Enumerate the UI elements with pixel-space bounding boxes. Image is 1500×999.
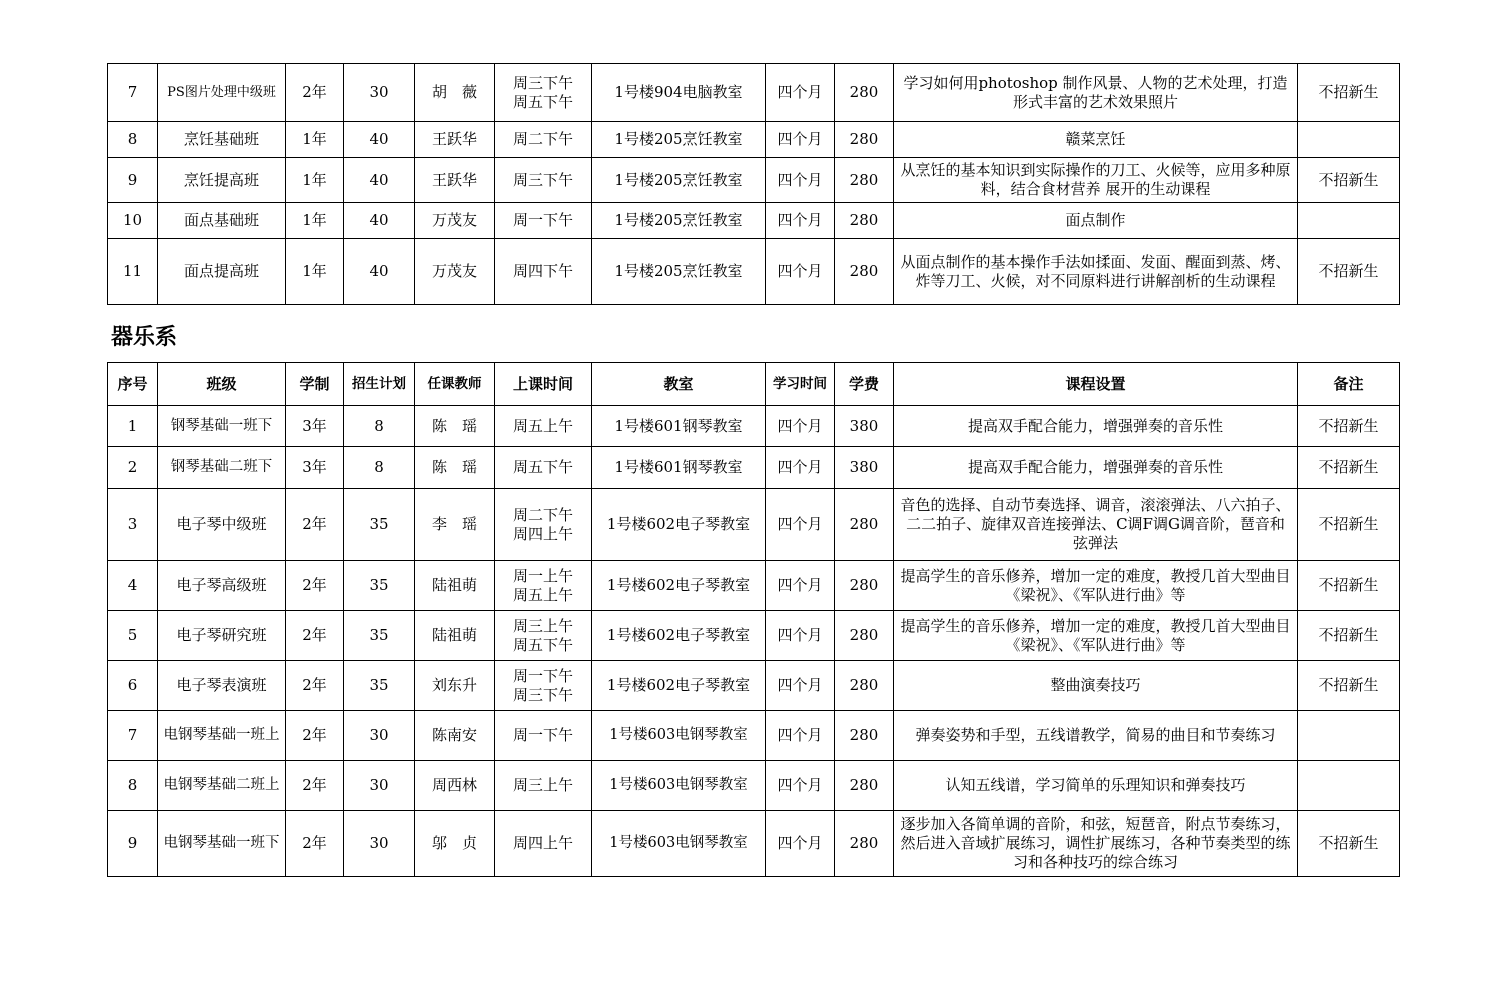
class-name: 电钢琴基础一班下 bbox=[158, 811, 286, 877]
remark: 不招新生 bbox=[1298, 661, 1400, 711]
classroom: 1号楼602电子琴教室 bbox=[592, 661, 766, 711]
enrollment-quota: 35 bbox=[344, 489, 415, 561]
teacher-name: 万茂友 bbox=[415, 203, 495, 239]
tuition-fee: 280 bbox=[835, 561, 894, 611]
class-time-line: 周三下午 bbox=[512, 685, 573, 704]
class-time bbox=[495, 406, 592, 447]
course-content: 提高学生的音乐修养，增加一定的难度，教授几首大型曲目《梁祝》、《军队进行曲》等 bbox=[894, 611, 1298, 661]
class-time bbox=[495, 447, 592, 489]
teacher-name: 陈 瑶 bbox=[415, 406, 495, 447]
program-length: 1年 bbox=[286, 239, 344, 305]
classroom: 1号楼603电钢琴教室 bbox=[592, 761, 766, 811]
table-row bbox=[108, 158, 1400, 203]
row-number: 6 bbox=[108, 661, 158, 711]
header-number: 序号 bbox=[108, 363, 158, 406]
study-duration: 四个月 bbox=[766, 761, 835, 811]
enrollment-quota: 8 bbox=[344, 447, 415, 489]
header-time: 上课时间 bbox=[495, 363, 592, 406]
enrollment-quota: 35 bbox=[344, 661, 415, 711]
row-number: 7 bbox=[108, 711, 158, 761]
header-room: 教室 bbox=[592, 363, 766, 406]
row-number: 8 bbox=[108, 122, 158, 158]
tuition-fee: 380 bbox=[835, 447, 894, 489]
row-number: 8 bbox=[108, 761, 158, 811]
enrollment-quota: 40 bbox=[344, 239, 415, 305]
teacher-name: 陆祖萌 bbox=[415, 611, 495, 661]
class-name: 面点提高班 bbox=[158, 239, 286, 305]
remark: 不招新生 bbox=[1298, 611, 1400, 661]
program-length: 1年 bbox=[286, 158, 344, 203]
remark: 不招新生 bbox=[1298, 406, 1400, 447]
class-name: 钢琴基础二班下 bbox=[158, 447, 286, 489]
enrollment-quota: 30 bbox=[344, 811, 415, 877]
class-name: 烹饪基础班 bbox=[158, 122, 286, 158]
table-row bbox=[108, 611, 1400, 661]
row-number: 1 bbox=[108, 406, 158, 447]
class-time-line: 周五下午 bbox=[512, 635, 573, 654]
header-note: 备注 bbox=[1298, 363, 1400, 406]
tuition-fee: 280 bbox=[835, 811, 894, 877]
section-title: 器乐系 bbox=[111, 325, 178, 350]
study-duration: 四个月 bbox=[766, 122, 835, 158]
class-time bbox=[495, 203, 592, 239]
continued-table-body bbox=[108, 64, 1400, 305]
tuition-fee: 280 bbox=[835, 158, 894, 203]
teacher-name: 李 瑶 bbox=[415, 489, 495, 561]
teacher-name: 王跃华 bbox=[415, 158, 495, 203]
header-duration: 学习时间 bbox=[766, 363, 835, 406]
tuition-fee: 380 bbox=[835, 406, 894, 447]
class-name: 电钢琴基础二班上 bbox=[158, 761, 286, 811]
classroom: 1号楼602电子琴教室 bbox=[592, 611, 766, 661]
study-duration: 四个月 bbox=[766, 489, 835, 561]
study-duration: 四个月 bbox=[766, 661, 835, 711]
class-time bbox=[495, 561, 592, 611]
course-content: 提高双手配合能力，增强弹奏的音乐性 bbox=[894, 406, 1298, 447]
remark: 不招新生 bbox=[1298, 158, 1400, 203]
study-duration: 四个月 bbox=[766, 711, 835, 761]
class-time-line: 周三下午 bbox=[512, 73, 573, 92]
classroom: 1号楼602电子琴教室 bbox=[592, 561, 766, 611]
remark bbox=[1298, 761, 1400, 811]
tuition-fee: 280 bbox=[835, 661, 894, 711]
program-length: 2年 bbox=[286, 761, 344, 811]
enrollment-quota: 40 bbox=[344, 122, 415, 158]
class-time-line: 周一下午 bbox=[512, 726, 573, 744]
class-name: PS图片处理中级班 bbox=[158, 64, 286, 122]
remark bbox=[1298, 711, 1400, 761]
table-row bbox=[108, 761, 1400, 811]
header-teacher: 任课教师 bbox=[415, 363, 495, 406]
course-content: 从烹饪的基本知识到实际操作的刀工、火候等，应用多种原料，结合食材营养 展开的生动课程 bbox=[894, 158, 1298, 203]
class-time-line: 周四上午 bbox=[512, 524, 573, 543]
study-duration: 四个月 bbox=[766, 406, 835, 447]
table-row bbox=[108, 489, 1400, 561]
table-row bbox=[108, 661, 1400, 711]
class-time bbox=[495, 122, 592, 158]
study-duration: 四个月 bbox=[766, 447, 835, 489]
classroom: 1号楼205烹饪教室 bbox=[592, 203, 766, 239]
remark bbox=[1298, 203, 1400, 239]
program-length: 3年 bbox=[286, 447, 344, 489]
course-content: 音色的选择、自动节奏选择、调音，滚滚弹法、八六拍子、二二拍子、旋律双音连接弹法、C调F调G调音阶，琶音和弦弹法 bbox=[894, 489, 1298, 561]
table-row bbox=[108, 811, 1400, 877]
class-time-line: 周五上午 bbox=[512, 416, 573, 435]
program-length: 2年 bbox=[286, 611, 344, 661]
remark: 不招新生 bbox=[1298, 447, 1400, 489]
class-name: 电子琴中级班 bbox=[158, 489, 286, 561]
remark: 不招新生 bbox=[1298, 489, 1400, 561]
class-time-line: 周三上午 bbox=[512, 776, 573, 794]
enrollment-quota: 30 bbox=[344, 64, 415, 122]
teacher-name: 周西林 bbox=[415, 761, 495, 811]
tuition-fee: 280 bbox=[835, 711, 894, 761]
enrollment-quota: 40 bbox=[344, 158, 415, 203]
class-time bbox=[495, 711, 592, 761]
class-time-line: 周一上午 bbox=[512, 566, 573, 585]
course-content: 弹奏姿势和手型，五线谱教学，简易的曲目和节奏练习 bbox=[894, 711, 1298, 761]
class-time-line: 周五下午 bbox=[512, 458, 573, 476]
program-length: 2年 bbox=[286, 811, 344, 877]
study-duration: 四个月 bbox=[766, 239, 835, 305]
class-name: 电子琴研究班 bbox=[158, 611, 286, 661]
course-content: 学习如何用photoshop 制作风景、人物的艺术处理，打造形式丰富的艺术效果照片 bbox=[894, 64, 1298, 122]
course-content: 面点制作 bbox=[894, 203, 1298, 239]
program-length: 2年 bbox=[286, 64, 344, 122]
remark bbox=[1298, 122, 1400, 158]
table-row bbox=[108, 406, 1400, 447]
class-time bbox=[495, 489, 592, 561]
continued-course-table bbox=[107, 63, 1400, 305]
table-row bbox=[108, 64, 1400, 122]
program-length: 1年 bbox=[286, 122, 344, 158]
program-length: 2年 bbox=[286, 489, 344, 561]
row-number: 5 bbox=[108, 611, 158, 661]
teacher-name: 刘东升 bbox=[415, 661, 495, 711]
classroom: 1号楼603电钢琴教室 bbox=[592, 711, 766, 761]
header-class: 班级 bbox=[158, 363, 286, 406]
class-time bbox=[495, 661, 592, 711]
class-time bbox=[495, 761, 592, 811]
study-duration: 四个月 bbox=[766, 611, 835, 661]
tuition-fee: 280 bbox=[835, 489, 894, 561]
table-row bbox=[108, 561, 1400, 611]
classroom: 1号楼205烹饪教室 bbox=[592, 158, 766, 203]
remark: 不招新生 bbox=[1298, 811, 1400, 877]
class-time bbox=[495, 158, 592, 203]
music-table-body bbox=[108, 406, 1400, 877]
class-time bbox=[495, 611, 592, 661]
table-header bbox=[108, 363, 1400, 406]
class-time-line: 周三上午 bbox=[512, 616, 573, 635]
classroom: 1号楼601钢琴教室 bbox=[592, 406, 766, 447]
class-time-line: 周四下午 bbox=[512, 262, 573, 280]
enrollment-quota: 40 bbox=[344, 203, 415, 239]
enrollment-quota: 35 bbox=[344, 561, 415, 611]
teacher-name: 胡 薇 bbox=[415, 64, 495, 122]
class-time-line: 周四上午 bbox=[512, 834, 573, 852]
course-content: 提高学生的音乐修养，增加一定的难度，教授几首大型曲目《梁祝》、《军队进行曲》等 bbox=[894, 561, 1298, 611]
tuition-fee: 280 bbox=[835, 761, 894, 811]
enrollment-quota: 8 bbox=[344, 406, 415, 447]
tuition-fee: 280 bbox=[835, 203, 894, 239]
tuition-fee: 280 bbox=[835, 611, 894, 661]
teacher-name: 万茂友 bbox=[415, 239, 495, 305]
tuition-fee: 280 bbox=[835, 64, 894, 122]
study-duration: 四个月 bbox=[766, 561, 835, 611]
enrollment-quota: 35 bbox=[344, 611, 415, 661]
class-time bbox=[495, 239, 592, 305]
class-name: 电子琴表演班 bbox=[158, 661, 286, 711]
course-content: 认知五线谱，学习简单的乐理知识和弹奏技巧 bbox=[894, 761, 1298, 811]
class-time-line: 周五上午 bbox=[512, 585, 573, 604]
class-time-line: 周三下午 bbox=[512, 170, 573, 189]
class-name: 烹饪提高班 bbox=[158, 158, 286, 203]
teacher-name: 陈 瑶 bbox=[415, 447, 495, 489]
program-length: 1年 bbox=[286, 203, 344, 239]
class-time-line: 周一下午 bbox=[512, 211, 573, 229]
class-time-line: 周五下午 bbox=[512, 92, 573, 111]
program-length: 2年 bbox=[286, 661, 344, 711]
course-content: 赣菜烹饪 bbox=[894, 122, 1298, 158]
table-row bbox=[108, 122, 1400, 158]
teacher-name: 王跃华 bbox=[415, 122, 495, 158]
class-time-line: 周一下午 bbox=[512, 666, 573, 685]
header-quota: 招生计划 bbox=[344, 363, 415, 406]
course-content: 提高双手配合能力，增强弹奏的音乐性 bbox=[894, 447, 1298, 489]
row-number: 7 bbox=[108, 64, 158, 122]
teacher-name: 陈南安 bbox=[415, 711, 495, 761]
header-fee: 学费 bbox=[835, 363, 894, 406]
enrollment-quota: 30 bbox=[344, 711, 415, 761]
classroom: 1号楼904电脑教室 bbox=[592, 64, 766, 122]
instrument-department-table bbox=[107, 362, 1400, 877]
class-time bbox=[495, 64, 592, 122]
class-name: 钢琴基础一班下 bbox=[158, 406, 286, 447]
study-duration: 四个月 bbox=[766, 203, 835, 239]
remark: 不招新生 bbox=[1298, 239, 1400, 305]
row-number: 4 bbox=[108, 561, 158, 611]
classroom: 1号楼602电子琴教室 bbox=[592, 489, 766, 561]
classroom: 1号楼603电钢琴教室 bbox=[592, 811, 766, 877]
row-number: 10 bbox=[108, 203, 158, 239]
study-duration: 四个月 bbox=[766, 158, 835, 203]
remark: 不招新生 bbox=[1298, 561, 1400, 611]
class-name: 面点基础班 bbox=[158, 203, 286, 239]
row-number: 9 bbox=[108, 158, 158, 203]
program-length: 2年 bbox=[286, 561, 344, 611]
table-row bbox=[108, 239, 1400, 305]
teacher-name: 陆祖萌 bbox=[415, 561, 495, 611]
header-years: 学制 bbox=[286, 363, 344, 406]
table-row bbox=[108, 711, 1400, 761]
class-name: 电子琴高级班 bbox=[158, 561, 286, 611]
class-time-line: 周二下午 bbox=[512, 130, 573, 148]
remark: 不招新生 bbox=[1298, 64, 1400, 122]
teacher-name: 邬 贞 bbox=[415, 811, 495, 877]
enrollment-quota: 30 bbox=[344, 761, 415, 811]
header-row bbox=[108, 363, 1400, 406]
row-number: 3 bbox=[108, 489, 158, 561]
row-number: 2 bbox=[108, 447, 158, 489]
program-length: 3年 bbox=[286, 406, 344, 447]
course-content: 逐步加入各简单调的音阶，和弦，短琶音，附点节奏练习，然后进入音域扩展练习，调性扩展练习，各种节奏类型的练习和各种技巧的综合练习 bbox=[894, 811, 1298, 877]
classroom: 1号楼601钢琴教室 bbox=[592, 447, 766, 489]
program-length: 2年 bbox=[286, 711, 344, 761]
class-time-line: 周二下午 bbox=[512, 505, 573, 524]
tuition-fee: 280 bbox=[835, 122, 894, 158]
class-name: 电钢琴基础一班上 bbox=[158, 711, 286, 761]
course-content: 从面点制作的基本操作手法如揉面、发面、醒面到蒸、烤、炸等刀工、火候，对不同原料进行讲解剖析的生动课程 bbox=[894, 239, 1298, 305]
row-number: 9 bbox=[108, 811, 158, 877]
class-time bbox=[495, 811, 592, 877]
tuition-fee: 280 bbox=[835, 239, 894, 305]
row-number: 11 bbox=[108, 239, 158, 305]
classroom: 1号楼205烹饪教室 bbox=[592, 239, 766, 305]
header-course: 课程设置 bbox=[894, 363, 1298, 406]
classroom: 1号楼205烹饪教室 bbox=[592, 122, 766, 158]
course-content: 整曲演奏技巧 bbox=[894, 661, 1298, 711]
table-row bbox=[108, 447, 1400, 489]
study-duration: 四个月 bbox=[766, 811, 835, 877]
table-row bbox=[108, 203, 1400, 239]
study-duration: 四个月 bbox=[766, 64, 835, 122]
